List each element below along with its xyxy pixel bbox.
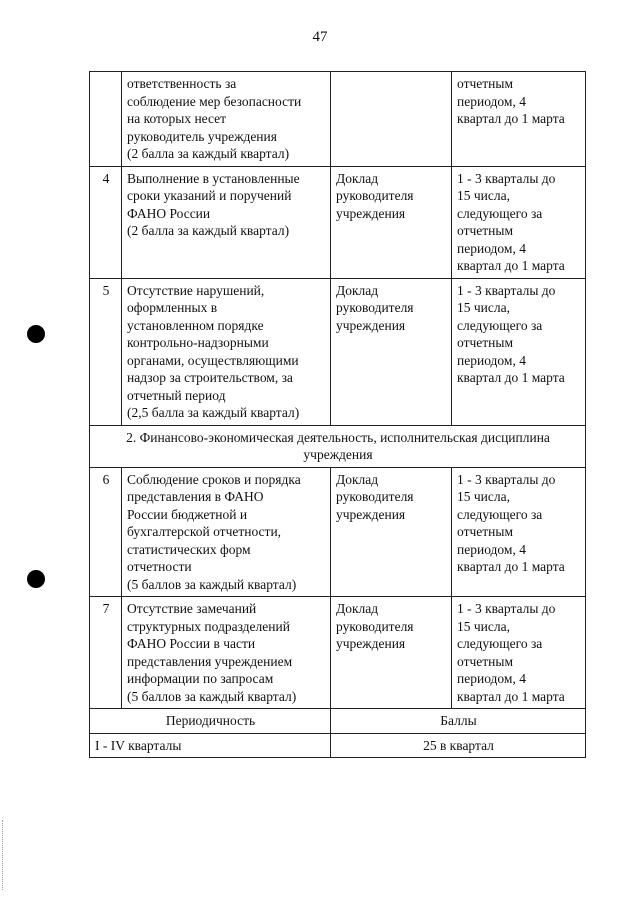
deadline-line: периодом, 4 xyxy=(457,240,526,256)
deadline-line: 15 числа, xyxy=(457,300,510,315)
deadline-line: квартал до 1 марта xyxy=(457,111,565,126)
criterion-line: на которых несет xyxy=(127,111,227,126)
criterion-line: ФАНО России в части xyxy=(127,636,256,651)
criterion-line: ответственность за xyxy=(127,76,237,91)
criterion-line: оформленных в xyxy=(127,300,218,315)
criterion-line: руководитель учреждения xyxy=(127,128,277,144)
criterion-line: ФАНО России xyxy=(127,205,211,221)
row-number: 5 xyxy=(90,278,122,425)
criterion-cell xyxy=(122,467,331,597)
deadline-line: квартал до 1 марта xyxy=(457,559,565,574)
row-number: 4 xyxy=(90,166,122,278)
source-cell xyxy=(331,597,452,709)
deadline-line: квартал до 1 марта xyxy=(457,258,565,273)
criterion-line: контрольно-надзорными xyxy=(127,335,269,350)
summary-value-row xyxy=(90,733,586,758)
deadline-line: 1 - 3 кварталы до xyxy=(457,170,556,186)
punch-hole-mark xyxy=(27,570,45,588)
criterion-line: представления в ФАНО xyxy=(127,489,264,504)
deadline-line: отчетным xyxy=(457,223,513,238)
deadline-line: 15 числа, xyxy=(457,188,510,203)
source-line: учреждения xyxy=(336,205,406,221)
deadline-line: периодом, 4 xyxy=(457,352,526,368)
section-header-line: учреждения xyxy=(303,447,373,462)
criterion-line: (5 баллов за каждый квартал) xyxy=(127,688,297,704)
source-line: учреждения xyxy=(336,317,406,333)
criterion-line: Отсутствие нарушений, xyxy=(127,282,265,298)
periodicity-value: I - IV кварталы xyxy=(90,733,331,758)
criterion-line: органами, осуществляющими xyxy=(127,352,299,368)
scan-edge-mark xyxy=(2,820,7,890)
source-line: Доклад xyxy=(336,282,379,298)
deadline-line: следующего за xyxy=(457,506,543,522)
deadline-line: периодом, 4 xyxy=(457,671,526,686)
criterion-line: соблюдение мер безопасности xyxy=(127,93,302,109)
criterion-line: информации по запросам xyxy=(127,671,274,686)
criterion-line: Отсутствие замечаний xyxy=(127,601,257,616)
table-row xyxy=(90,166,586,278)
source-cell xyxy=(331,166,452,278)
deadline-line: периодом, 4 xyxy=(457,93,526,109)
deadline-cell xyxy=(452,278,586,425)
criteria-table xyxy=(89,71,586,758)
deadline-line: квартал до 1 марта xyxy=(457,370,565,385)
criterion-line: надзор за строительством, за xyxy=(127,370,293,385)
table-row xyxy=(90,278,586,425)
deadline-line: отчетным xyxy=(457,76,513,91)
deadline-line: следующего за xyxy=(457,317,543,333)
source-line: учреждения xyxy=(336,506,406,522)
source-line: руководителя xyxy=(336,188,414,203)
criterion-line: представления учреждением xyxy=(127,653,293,669)
criterion-cell xyxy=(122,278,331,425)
criterion-cell xyxy=(122,72,331,167)
deadline-line: отчетным xyxy=(457,653,513,669)
deadline-cell xyxy=(452,597,586,709)
source-line: Доклад xyxy=(336,170,379,186)
deadline-line: следующего за xyxy=(457,636,543,651)
criterion-line: структурных подразделений xyxy=(127,618,290,634)
deadline-cell xyxy=(452,467,586,597)
row-number: 7 xyxy=(90,597,122,709)
page-number: 47 xyxy=(312,29,328,45)
deadline-line: отчетным xyxy=(457,335,513,350)
points-header: Баллы xyxy=(331,709,586,734)
deadline-line: квартал до 1 марта xyxy=(457,688,565,704)
deadline-line: 15 числа, xyxy=(457,618,510,634)
criterion-line: отчетности xyxy=(127,559,192,574)
source-cell xyxy=(331,467,452,597)
section-header xyxy=(90,425,586,467)
table-row xyxy=(90,597,586,709)
criterion-line: (2 балла за каждый квартал) xyxy=(127,146,290,161)
periodicity-header: Периодичность xyxy=(90,709,331,734)
table-row xyxy=(90,72,586,167)
deadline-line: отчетным xyxy=(457,524,513,539)
source-line: руководителя xyxy=(336,618,414,634)
criterion-cell xyxy=(122,597,331,709)
criterion-line: (2,5 балла за каждый квартал) xyxy=(127,405,300,420)
criterion-line: Соблюдение сроков и порядка xyxy=(127,471,301,487)
source-line: руководителя xyxy=(336,489,414,504)
criterion-line: статистических форм xyxy=(127,541,251,557)
deadline-cell xyxy=(452,166,586,278)
criterion-line: (2 балла за каждый квартал) xyxy=(127,223,290,238)
table-row xyxy=(90,467,586,597)
deadline-line: 1 - 3 кварталы до xyxy=(457,601,556,616)
source-cell xyxy=(331,72,452,167)
source-line: Доклад xyxy=(336,601,379,616)
deadline-line: следующего за xyxy=(457,205,543,221)
criterion-line: (5 баллов за каждый квартал) xyxy=(127,576,297,592)
summary-header-row xyxy=(90,709,586,734)
source-cell xyxy=(331,278,452,425)
section-header-row xyxy=(90,425,586,467)
criterion-line: бухгалтерской отчетности, xyxy=(127,524,282,539)
row-number xyxy=(90,72,122,167)
deadline-line: периодом, 4 xyxy=(457,541,526,557)
source-line: Доклад xyxy=(336,471,379,487)
deadline-line: 15 числа, xyxy=(457,489,510,504)
deadline-cell xyxy=(452,72,586,167)
criterion-line: отчетный период xyxy=(127,387,226,403)
points-value: 25 в квартал xyxy=(331,733,586,758)
criterion-line: установленном порядке xyxy=(127,317,264,333)
row-number: 6 xyxy=(90,467,122,597)
source-line: руководителя xyxy=(336,300,414,315)
source-line: учреждения xyxy=(336,636,406,651)
deadline-line: 1 - 3 кварталы до xyxy=(457,282,556,298)
criterion-cell xyxy=(122,166,331,278)
punch-hole-mark xyxy=(27,325,45,343)
deadline-line: 1 - 3 кварталы до xyxy=(457,471,556,487)
criterion-line: Выполнение в установленные xyxy=(127,170,300,186)
criterion-line: сроки указаний и поручений xyxy=(127,188,292,203)
criterion-line: России бюджетной и xyxy=(127,506,248,522)
section-header-line: 2. Финансово-экономическая деятельность, исполнительская дисциплина xyxy=(126,429,550,445)
